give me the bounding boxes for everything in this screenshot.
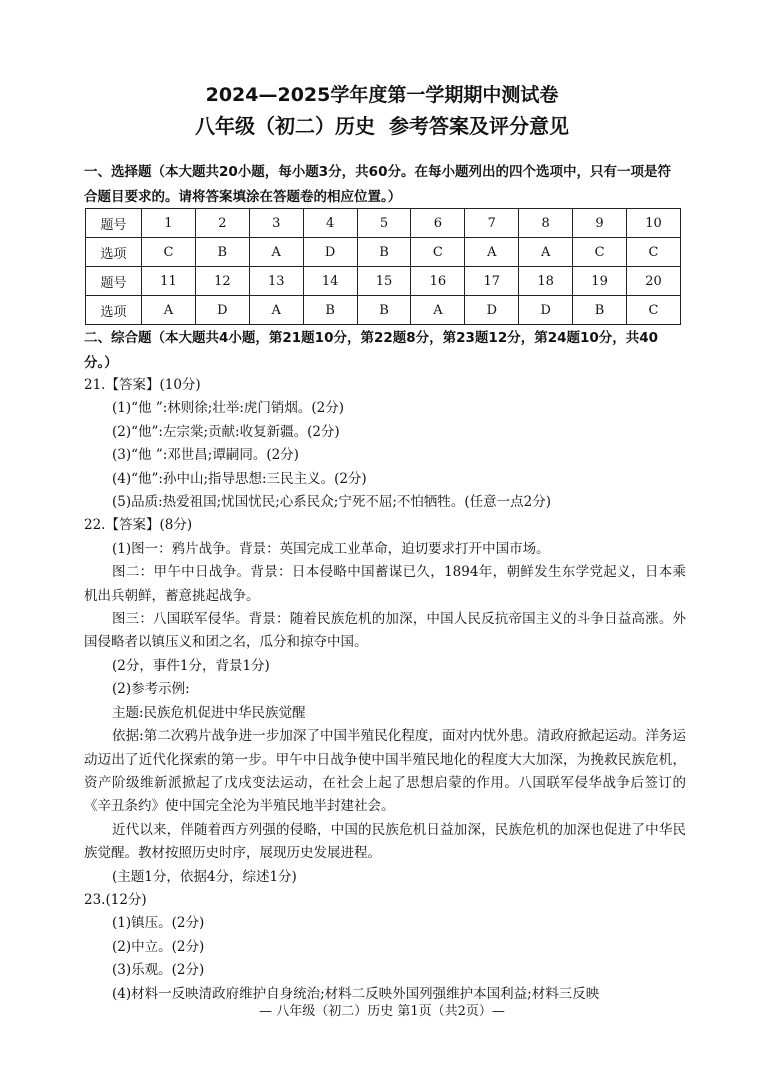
answer-table-cell: D (303, 238, 357, 267)
q22-label: 22.【答案】(8分) (84, 517, 193, 534)
answer-table-cell: D (465, 296, 519, 325)
answers-body (84, 374, 686, 1006)
answer-table-cell: 20 (627, 267, 681, 296)
answer-table-cell: A (411, 296, 465, 325)
q21-label: 21.【答案】(10分) (84, 377, 201, 393)
answer-table-row (86, 296, 681, 325)
answer-table-cell: 13 (249, 267, 303, 296)
subtitle-answer-key: 参考答案及评分意见 (389, 114, 569, 138)
q21-item-4: (4)“他”:孙中山;指导思想:三民主义。(2分) (112, 470, 367, 487)
q21-item-3: (3)“他 ”:邓世昌;谭嗣同。(2分) (112, 447, 299, 464)
answer-table-cell: B (357, 238, 411, 267)
answer-table-cell: 3 (249, 209, 303, 238)
page-footer: — 八年级（初二）历史 第1页（共2页）— (259, 1004, 505, 1019)
answer-table-cell: 8 (519, 209, 573, 238)
answer-table-cell: B (195, 238, 249, 267)
page-subtitle (0, 110, 764, 139)
q21-item-1: (1)“他 ”:林则徐;壮举:虎门销烟。(2分) (112, 400, 344, 417)
q22-part1-fig3: 图三：八国联军侵华。背景：随着民族危机的加深，中国人民反抗帝国主义的斗争日益高涨。外国侵略者以镇压义和团之名，瓜分和掠夺中国。 (84, 611, 686, 651)
q22-part1-fig2: 图二：甲午中日战争。背景：日本侵略中国蓄谋已久，1894年，朝鲜发生东学党起义，日本乘机出兵朝鲜，蓄意挑起战争。 (84, 564, 686, 604)
q22-part2-label: (2)参考示例: (112, 681, 190, 698)
q22-part2-summary: 近代以来，伴随着西方列强的侵略，中国的民族危机日益加深，民族危机的加深也促进了中华民族觉醒。教材按照历史时序，展现历史发展进程。 (84, 821, 686, 862)
answer-table-cell: D (195, 296, 249, 325)
answer-table-row-header: 题号 (86, 209, 142, 238)
answer-table-cell: 11 (142, 267, 196, 296)
answer-table-cell: A (465, 238, 519, 267)
q23-item-2: (2)中立。(2分) (112, 938, 205, 955)
answer-table-cell: C (627, 238, 681, 267)
answer-table-cell: 16 (411, 267, 465, 296)
answer-table-row-header: 选项 (86, 296, 142, 325)
q22-part1-fig1: (1)图一：鸦片战争。背景：英国完成工业革命，迫切要求打开中国市场。 (112, 540, 550, 557)
answer-table-row-header: 选项 (86, 238, 142, 267)
section1-heading: 一、选择题（本大题共20小题，每小题3分，共60分。在每小题列出的四个选项中，只有一项是符合题目要求的。请将答案填涂在答题卷的相应位置。） (84, 164, 671, 205)
answer-table-cell: 4 (303, 209, 357, 238)
answer-table-cell: B (357, 296, 411, 325)
q23-item-1: (1)镇压。(2分) (112, 915, 205, 932)
answer-table-cell: C (627, 296, 681, 325)
answer-table-cell: A (249, 296, 303, 325)
answer-table-cell: C (142, 238, 196, 267)
q22-part2-scoring: (主题1分，依据4分，综述1分) (112, 868, 297, 885)
subtitle-grade-subject: 八年级（初二）历史 (195, 114, 375, 138)
answer-table-row (86, 209, 681, 238)
q23-item-3: (3)乐观。(2分) (112, 962, 205, 979)
answer-table-cell: 1 (142, 209, 196, 238)
answer-table-cell: 15 (357, 267, 411, 296)
answer-table-cell: B (303, 296, 357, 325)
answer-table-row (86, 238, 681, 267)
answer-table-cell: A (142, 296, 196, 325)
q21-item-5: (5)品质:热爱祖国;忧国忧民;心系民众;宁死不屈;不怕牺牲。(任意一点2分) (112, 494, 551, 511)
answer-table-cell: 19 (573, 267, 627, 296)
answer-table-cell: D (519, 296, 573, 325)
answer-table-cell: 14 (303, 267, 357, 296)
answer-table-cell: 17 (465, 267, 519, 296)
answer-table-row-header: 题号 (86, 267, 142, 296)
page-title: 2024—2025学年度第一学期期中测试卷 (205, 84, 559, 106)
section2-heading: 二、综合题（本大题共4小题，第21题10分，第22题8分，第23题12分，第24题10分，共40分。） (84, 330, 659, 371)
answer-table (85, 208, 681, 325)
answer-table-cell: C (411, 238, 465, 267)
answer-table-row (86, 267, 681, 296)
answer-table-cell: 18 (519, 267, 573, 296)
answer-table-cell: 10 (627, 209, 681, 238)
answer-table-cell: 12 (195, 267, 249, 296)
answer-table-cell: 6 (411, 209, 465, 238)
answer-table-cell: 2 (195, 209, 249, 238)
q21-item-2: (2)“他”:左宗棠;贡献:收复新疆。(2分) (112, 423, 340, 440)
answer-table-cell: C (573, 238, 627, 267)
answer-table-cell: 9 (573, 209, 627, 238)
q22-part1-scoring: (2分，事件1分，背景1分) (112, 657, 270, 674)
q22-part2-basis: 依据:第二次鸦片战争进一步加深了中国半殖民化程度，面对内忧外患。清政府掀起运动。洋务运动迈出了近代化探索的第一步。甲午中日战争使中国半殖民地化的程度大大加深，为挽救民族危机，资产阶级维新派掀起了戊戌变法运动，在社会上起了思想启蒙的作用。八国联军侵华战争后签订的《辛丑条约》使中国完全沦为半殖民地半封建社会。 (84, 728, 686, 815)
answer-table-cell: A (519, 238, 573, 267)
answer-table-cell: 5 (357, 209, 411, 238)
q23-label: 23.(12分) (84, 891, 147, 908)
answer-table-cell: B (573, 296, 627, 325)
answer-table-cell: 7 (465, 209, 519, 238)
q23-item-4: (4)材料一反映清政府维护自身统治;材料二反映外国列强维护本国利益;材料三反映 (112, 985, 600, 1002)
answer-table-cell: A (249, 238, 303, 267)
q22-part2-theme: 主题:民族危机促进中华民族觉醒 (112, 704, 306, 721)
